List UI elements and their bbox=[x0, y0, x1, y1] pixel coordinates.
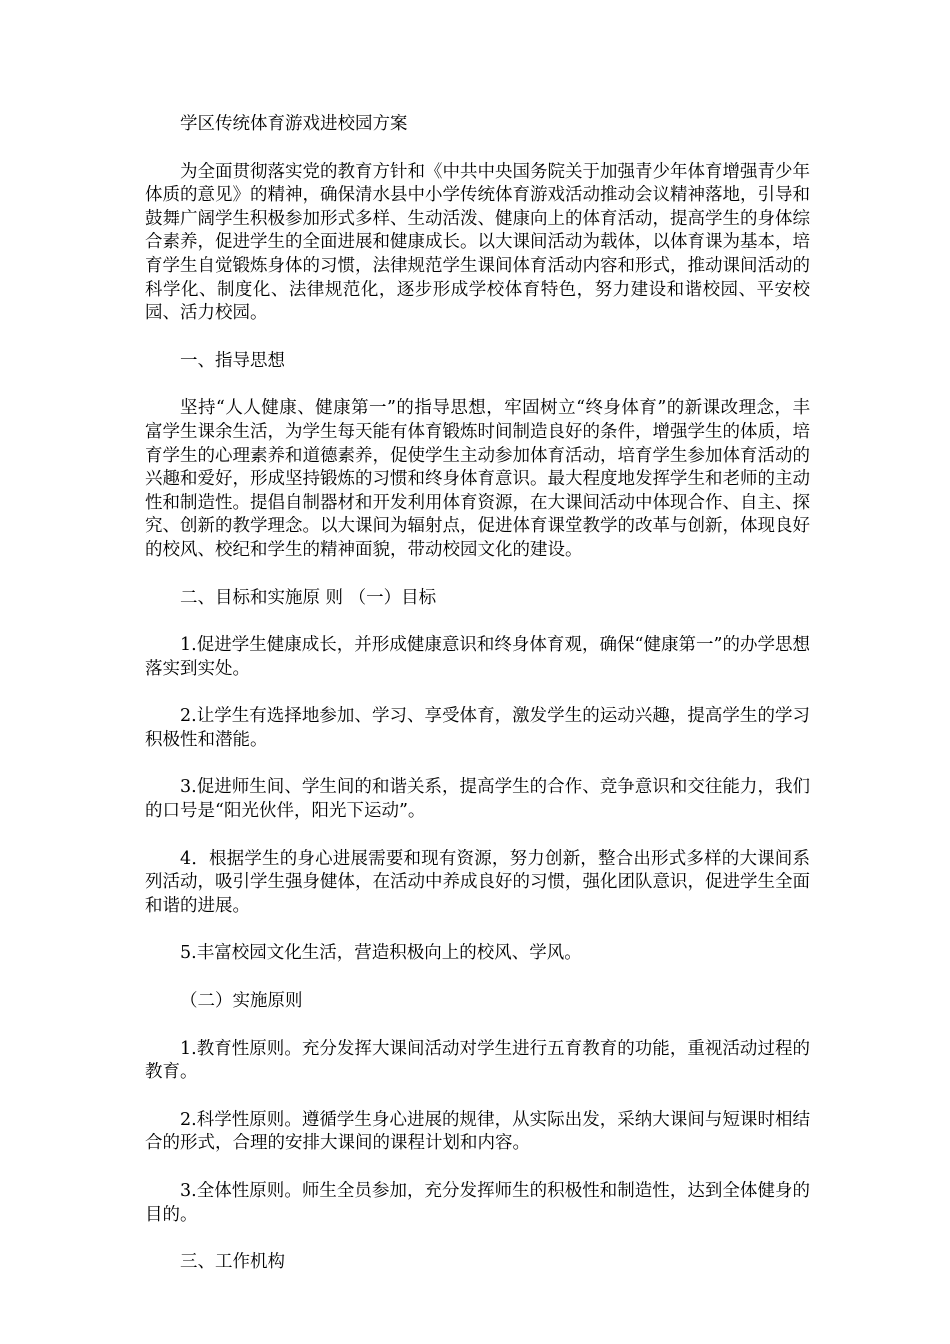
section-heading-work-organization: 三、工作机构 bbox=[180, 1252, 285, 1273]
goal-item: 2.让学生有选择地参加、学习、享受体育，激发学生的运动兴趣，提高学生的学习积极性和潜能。 bbox=[145, 706, 810, 750]
document-page bbox=[145, 113, 810, 1299]
goal-item: 3.促进师生间、学生间的和谐关系，提高学生的合作、竞争意识和交往能力，我们的口号是“阳光伙伴，阳光下运动”。 bbox=[145, 777, 810, 822]
section-heading-principles: （二）实施原则 bbox=[180, 991, 303, 1012]
goal-item: 5.丰富校园文化生活，营造积极向上的校风、学风。 bbox=[180, 943, 582, 964]
intro-paragraph: 为全面贯彻落实党的教育方针和《中共中央国务院关于加强青少年体育增强青少年体质的意见》的精神，确保清水县中小学传统体育游戏活动推动会议精神落地，引导和鼓舞广阔学生积极参加形式多样、生动活泼、健康向上的体育活动，提高学生的身体综合素养，促进学生的全面进展和健康成长。以大课间活动为载体，以体育课为基本，培育学生自觉锻炼身体的习惯，法律规范学生课间体育活动内容和形式，推动课间活动的科学化、制度化、法律规范化，逐步形成学校体育特色，努力建设和谐校园、平安校园、活力校园。 bbox=[145, 161, 810, 324]
section-heading-goals-principles: 二、目标和实施原 则 （一）目标 bbox=[180, 587, 437, 608]
document-title: 学区传统体育游戏进校园方案 bbox=[180, 114, 408, 134]
principle-item: 3.全体性原则。师生全员参加，充分发挥师生的积极性和制造性，达到全体健身的目的。 bbox=[145, 1181, 810, 1225]
section-heading-guiding-ideology: 一、指导思想 bbox=[180, 350, 285, 371]
goal-item: 4．根据学生的身心进展需要和现有资源，努力创新，整合出形式多样的大课间系列活动，吸引学生强身健体，在活动中养成良好的习惯，强化团队意识，促进学生全面和谐的进展。 bbox=[145, 848, 810, 916]
principle-item: 1.教育性原则。充分发挥大课间活动对学生进行五育教育的功能，重视活动过程的教育。 bbox=[145, 1038, 810, 1083]
principle-item: 2.科学性原则。遵循学生身心进展的规律，从实际出发，采纳大课间与短课时相结合的形式，合理的安排大课间的课程计划和内容。 bbox=[145, 1109, 810, 1154]
goal-item: 1.促进学生健康成长，并形成健康意识和终身体育观，确保“健康第一”的办学思想落实到实处。 bbox=[145, 635, 810, 679]
guiding-ideology-paragraph: 坚持“人人健康、健康第一”的指导思想，牢固树立“终身体育”的新课改理念，丰富学生课余生活，为学生每天能有体育锻炼时间制造良好的条件，增强学生的体质，培育学生的心理素养和道德素养，促使学生主动参加体育活动，培育学生参加体育活动的兴趣和爱好，形成坚持锻炼的习惯和终身体育意识。最大程度地发挥学生和老师的主动性和制造性。提倡自制器材和开发利用体育资源，在大课间活动中体现合作、自主、探究、创新的教学理念。以大课间为辐射点，促进体育课堂教学的改革与创新，体现良好的校风、校纪和学生的精神面貌，带动校园文化的建设。 bbox=[145, 398, 810, 560]
